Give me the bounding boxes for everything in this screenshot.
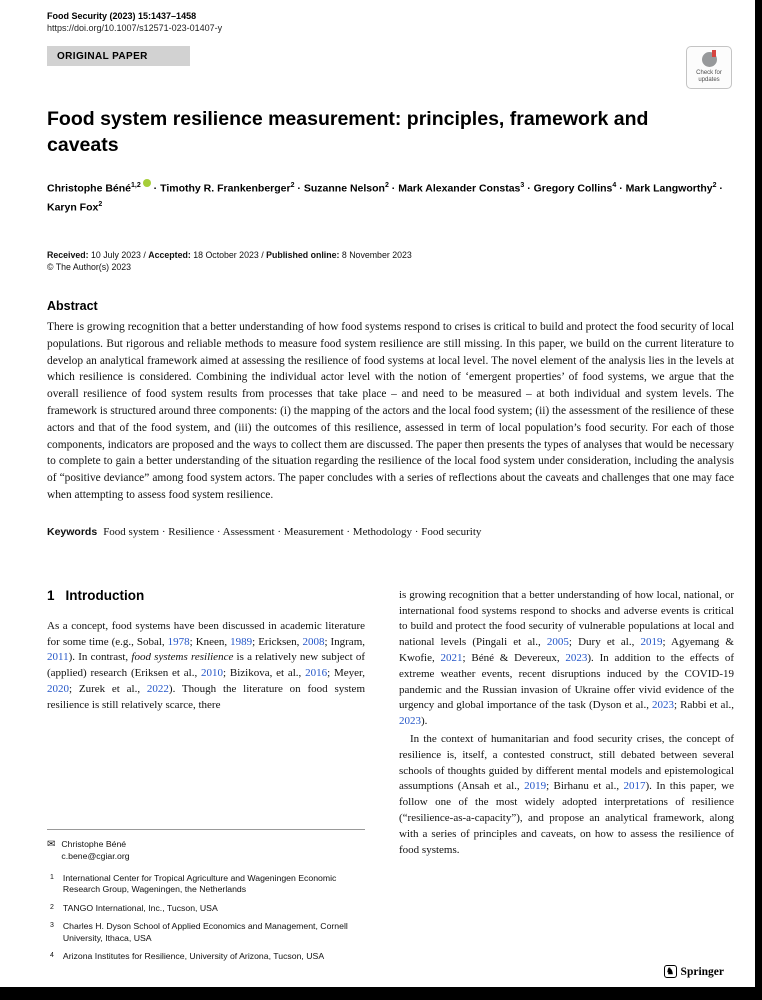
history-line: Received: 10 July 2023 / Accepted: 18 October 2023 / Published online: 8 November 2023 <box>47 250 412 260</box>
citation-link[interactable]: 2020 <box>47 682 69 695</box>
citation-link[interactable]: 2023 <box>399 715 421 728</box>
envelope-icon: ✉ <box>47 838 56 850</box>
citation-link[interactable]: 2008 <box>302 635 325 648</box>
section-number: 1 <box>47 587 55 603</box>
intro-paragraph-2: is growing recognition that a better understanding of how local, national, or international food systems respond to shocks and adverse events is critical to build and protect the food security of vulnerable populations at local and national levels (Pingali et al., 2005; Dury et al., 2019; Agyemang & Kwofie, 2021; Béné & Devereux, 2023). In addition to the effects of extreme weather events, recent disruptions induced by the COVID-19 pandemic and the Russian invasion of Ukraine offer vivid evidence of the urgency and global importance of the task (Dyson et al., 2023; Rabbi et al., 2023). <box>399 588 734 728</box>
footnotes-block <box>47 829 365 970</box>
citation-link[interactable]: 2011 <box>47 651 69 664</box>
citation-link[interactable]: 2005 <box>546 636 569 649</box>
check-for-updates-badge[interactable] <box>686 46 732 89</box>
affiliation-text: International Center for Tropical Agriculture and Wageningen Economic Research Group, Wageningen, the Netherlands <box>62 872 337 895</box>
springer-horse-icon: ♞ <box>664 965 677 978</box>
citation-link[interactable]: 2021 <box>440 651 463 664</box>
affiliation-number: 3 <box>50 922 54 930</box>
affiliation-item <box>47 903 365 915</box>
affiliation-number: 2 <box>50 903 54 911</box>
affiliation-text: Arizona Institutes for Resilience, University of Arizona, Tucson, USA <box>62 951 325 962</box>
copyright-line: © The Author(s) 2023 <box>47 262 132 272</box>
abstract-heading: Abstract <box>47 299 98 313</box>
citation-link[interactable]: 2019 <box>524 780 547 793</box>
corresponding-author-email[interactable]: c.bene@cgiar.org <box>61 851 130 862</box>
crossmark-icon <box>702 52 717 67</box>
corresponding-author-name: Christophe Béné <box>61 838 127 849</box>
scan-edge-bottom <box>0 987 762 1000</box>
citation-link[interactable]: 1989 <box>230 635 253 648</box>
two-column-body <box>47 588 734 970</box>
affiliation-number: 4 <box>50 952 54 960</box>
citation-link[interactable]: 1978 <box>167 635 190 648</box>
section-label: Introduction <box>65 587 145 603</box>
check-for-updates-label: Check for updates <box>696 70 722 83</box>
citation-link[interactable]: 2019 <box>640 636 663 649</box>
affiliation-number: 1 <box>50 873 54 881</box>
citation-header <box>47 10 734 34</box>
affiliation-item <box>47 873 365 896</box>
article-type-badge: ORIGINAL PAPER <box>47 46 190 66</box>
intro-paragraph-3: In the context of humanitarian and food security crises, the concept of resilience is, itself, a contested construct, still debated between several schools of thoughts guided by different mental models and epistemological assumptions (Ansah et al., 2019; Birhanu et al., 2017). In this paper, we follow one of the most widely adopted interpretations of resilience (“resilience-as-a-capacity”), and propose an analytical framework, along with a series of principles and caveats, on how to assess the resilience of food systems. <box>399 732 734 856</box>
intro-paragraph-1: As a concept, food systems have been discussed in academic literature for some time (e.g., Sobal, 1978; Kneen, 1989; Ericksen, 2008; Ingram, 2011). In contrast, food systems resilience is a relatively new subject of (applied) research (Eriksen et al., 2010; Bizikova, et al., 2016; Meyer, 2020; Zurek et al., 2022). Though the literature on food system resilience is still relatively scarce, there <box>47 619 366 711</box>
right-column <box>399 588 734 970</box>
citation-link[interactable]: 2023 <box>565 651 588 664</box>
section-heading-introduction <box>47 588 365 603</box>
keywords-line: Keywords Food system · Resilience · Assessment · Measurement · Methodology · Food security <box>47 525 482 538</box>
springer-wordmark: Springer <box>680 965 724 978</box>
scan-edge-right <box>755 0 762 1000</box>
citation-link[interactable]: 2010 <box>201 667 223 680</box>
affiliation-text: Charles H. Dyson School of Applied Economics and Management, Cornell University, Ithaca, USA <box>62 921 348 943</box>
journal-reference: Food Security (2023) 15:1437–1458 <box>47 11 197 21</box>
abstract-text: There is growing recognition that a better understanding of how food systems respond to crises is critical to build and protect the food security of local populations. But rigorous and reliable methods to measure food system resilience are still missing. In this paper, we build on the current literature to develop an analytical framework aimed at assessing the resilience of food systems at local level. The novel element of the analysis lies in the levels at which resilience is considered. Combining the individual actor level with the notion of ‘emergent properties’ of food systems, we argue that the overall resilience of food system results from processes that take place – and need to be measured – at both individual and system levels. The framework is structured around three components: (i) the mapping of the actors and the local food system; (ii) the assessment of the resilience of these actors and that of the food system, and (iii) the outcomes of this resilience, assessed in term of local population’s food security. For each of those components, indicators are proposed and the ways to collect them are discussed. The paper then presents the types of analyses that would be necessary to complete to gain a better understanding of the situation regarding the resilience of the local food system under consideration, including the analysis of “positive deviance” among food system actors. The paper concludes with a series of reflections about the caveats and challenges that one may face when attempting to assess food system resilience. <box>47 321 734 501</box>
affiliation-item <box>47 921 365 944</box>
correspondence-details <box>61 839 129 863</box>
affiliation-text: TANGO International, Inc., Tucson, USA <box>62 902 218 913</box>
authors-line: Christophe Béné$^{1,2}$ · Timothy R. Frankenberger$^2$ · Suzanne Nelson$^2$ · Mark Alexander Constas$^3$ · Gregory Collins$^4$ · Mark Langworthy$^2$ · Karyn Fox$^2$ <box>47 178 734 215</box>
orcid-icon[interactable] <box>143 179 151 187</box>
citation-link[interactable]: 2016 <box>305 667 328 680</box>
citation-link[interactable]: 2022 <box>146 682 169 695</box>
springer-logo <box>664 965 724 978</box>
left-column <box>47 588 365 970</box>
article-title: Food system resilience measurement: principles, framework and caveats <box>47 108 649 156</box>
affiliation-item <box>47 951 365 963</box>
doi-link[interactable]: https://doi.org/10.1007/s12571-023-01407-y <box>47 23 223 33</box>
citation-link[interactable]: 2017 <box>623 780 646 793</box>
citation-link[interactable]: 2023 <box>652 699 675 712</box>
correspondence-block <box>47 839 365 863</box>
